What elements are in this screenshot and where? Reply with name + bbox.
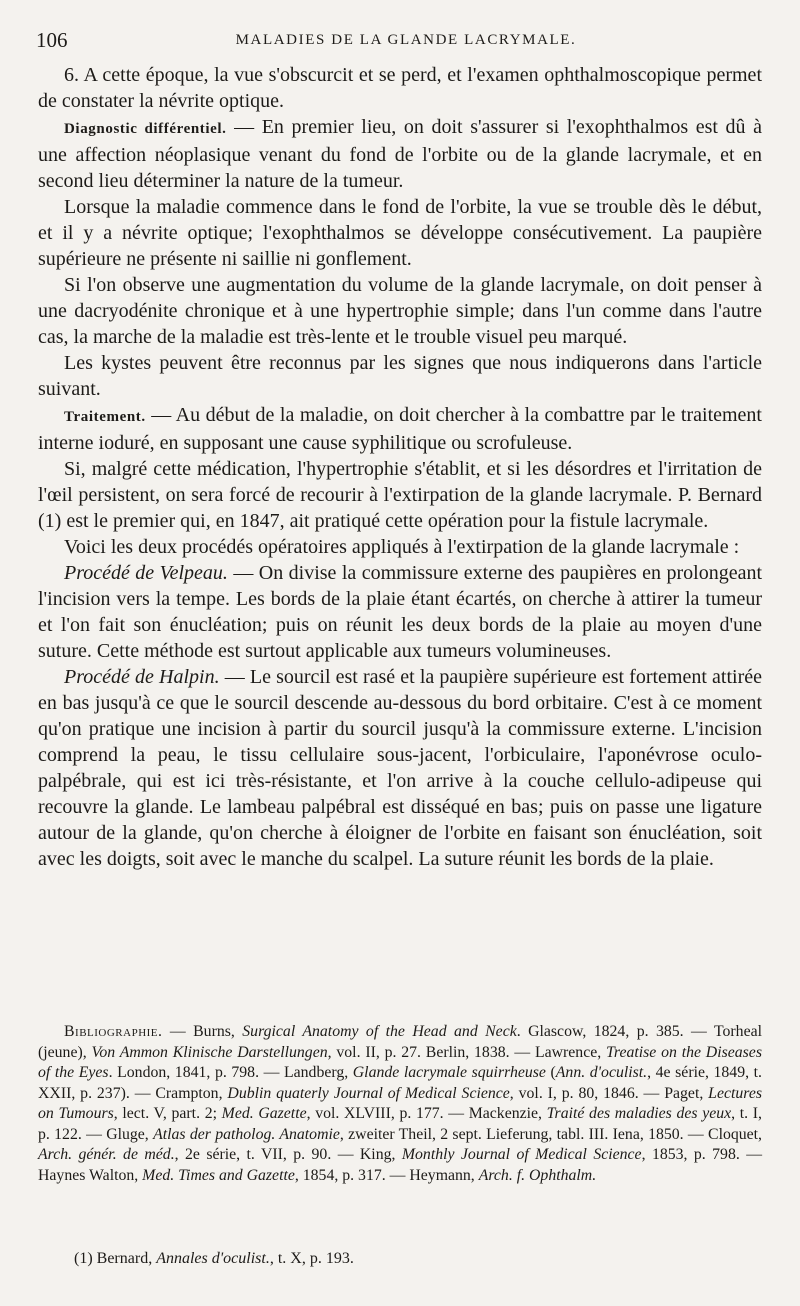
paragraph: Les kystes peuvent être reconnus par les signes que nous indiquerons dans l'article suivant. [38, 352, 762, 400]
paragraph: 6. A cette époque, la vue s'obscurcit et se perd, et l'examen ophthalmoscopique permet de constater la névrite optique. [38, 64, 762, 112]
paragraph: Diagnostic différentiel. — En premier lieu, on doit s'assurer si l'exophthalmos est dû à une affection néoplasique venant du fond de l'orbite ou de la glande lacrymale, et en second lieu déterminer la nature de la tumeur. [38, 116, 762, 192]
section-heading: Diagnostic différentiel. [64, 121, 227, 137]
footnote: (1) Bernard, Annales d'oculist., t. X, p. 193. [74, 1250, 354, 1267]
paragraph: Si, malgré cette médication, l'hypertrophie s'établit, et si les désordres et l'irritation de l'œil persistent, on sera forcé de recourir à l'extirpation de la glande lacrymale. P. Bernard (1) est le premier qui, en 1847, ait pratiqué cette opération pour la fistule lacrymale. [38, 458, 762, 532]
paragraph: Procédé de Halpin. — Le sourcil est rasé et la paupière supérieure est fortement attirée en bas jusqu'à ce que le sourcil descende au-dessous du bord orbitaire. C'est à ce moment qu'on pratique une incision à partir du sourcil jusqu'à la commissure externe. L'incision comprend la peau, le tissu cellulaire sous-jacent, l'orbiculaire, l'aponévrose oculo-palpébrale, qui est ici très-résistante, et l'on arrive à la couche cellulo-adipeuse qui recouvre la glande. Le lambeau palpébral est disséqué en bas; puis on passe une ligature autour de la glande, qu'on cherche à éloigner de l'orbite en faisant son énucléation, soit avec les doigts, soit avec le manche du scalpel. La suture réunit les bords de la plaie. [38, 666, 763, 870]
bibliography-label: Bibliographie. [64, 1023, 163, 1040]
paragraph: Voici les deux procédés opératoires appliqués à l'extirpation de la glande lacrymale : [64, 536, 740, 558]
main-text [38, 62, 762, 872]
procedure-heading: Procédé de Halpin. [64, 666, 220, 688]
page-number: 106 [36, 28, 68, 52]
page-header [36, 28, 776, 54]
paragraph: Traitement. — Au début de la maladie, on doit chercher à la combattre par le traitement interne ioduré, en supposant une cause syphilitique ou scrofuleuse. [38, 404, 762, 454]
running-title: MALADIES DE LA GLANDE LACRYMALE. [235, 32, 577, 48]
section-heading: Traitement. [64, 409, 146, 425]
paragraph: Procédé de Velpeau. — On divise la commissure externe des paupières en prolongeant l'incision vers la tempe. Les bords de la plaie étant écartés, on cherche à attirer la tumeur et l'on fait son énucléation; puis on réunit les deux bords de la plaie au moyen d'une suture. Cette méthode est surtout applicable aux tumeurs volumineuses. [38, 562, 763, 662]
bibliography: Bibliographie. — Burns, Surgical Anatomy of the Head and Neck. Glascow, 1824, p. 385. — Torheal (jeune), Von Ammon Klinische Darstellungen, vol. II, p. 27. Berlin, 1838. — Lawrence, Treatise on the Diseases of the Eyes. London, 1841, p. 798. — Landberg, Glande lacrymale squirrheuse (Ann. d'oculist., 4e série, 1849, t. XXII, p. 237). — Crampton, Dublin quaterly Journal of Medical Science, vol. I, p. 80, 1846. — Paget, Lectures on Tumours, lect. V, part. 2; Med. Gazette, vol. XLVIII, p. 177. — Mackenzie, Traité des maladies des yeux, t. I, p. 122. — Gluge, Atlas der patholog. Anatomie, zweiter Theil, 2 sept. Lieferung, tabl. III. Iena, 1850. — Cloquet, Arch. génér. de méd., 2e série, t. VII, p. 90. — King, Monthly Journal of Medical Science, 1853, p. 798. — Haynes Walton, Med. Times and Gazette, 1854, p. 317. — Heymann, Arch. f. Ophthalm. [38, 1023, 763, 1184]
procedure-heading: Procédé de Velpeau. [64, 562, 228, 584]
paragraph: Lorsque la maladie commence dans le fond de l'orbite, la vue se trouble dès le début, et il y a névrite optique; l'exophthalmos se développe consécutivement. La paupière supérieure ne présente ni saillie ni gonflement. [38, 196, 762, 270]
paragraph: Si l'on observe une augmentation du volume de la glande lacrymale, on doit penser à une dacryodénite chronique et à une hypertrophie simple; dans l'un comme dans l'autre cas, la marche de la maladie est très-lente et le trouble visuel peu marqué. [38, 274, 762, 348]
